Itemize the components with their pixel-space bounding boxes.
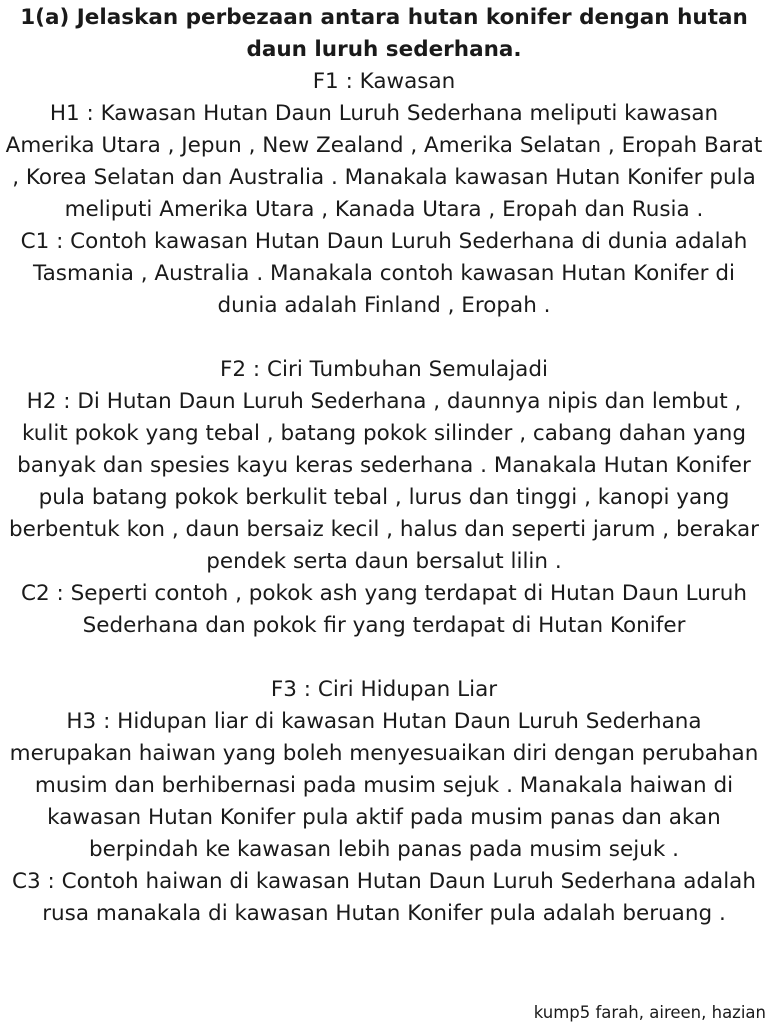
section-heading: F3 : Ciri Hidupan Liar [270,677,498,702]
section-example: C1 : Contoh kawasan Hutan Daun Luruh Sederhana di dunia adalah Tasmania , Australia . Manakala contoh kawasan Hutan Konifer di dunia adalah Finland , Eropah . [20,229,748,318]
section-explanation: H3 : Hidupan liar di kawasan Hutan Daun Luruh Sederhana merupakan haiwan yang boleh menyesuaikan diri dengan perubahan musim dan berhibernasi pada musim sejuk . Manakala haiwan di kawasan Hutan Konifer pula aktif pada musim panas dan akan berpindah ke kawasan lebih panas pada musim sejuk . [9,709,759,862]
author-credit: kump5 farah, aireen, hazian [533,1003,766,1022]
question-title: 1(a) Jelaskan perbezaan antara hutan konifer dengan hutan daun luruh sederhana. [20,5,748,62]
section-kawasan [0,66,768,322]
section-heading: F1 : Kawasan [312,69,456,94]
section-ciri-tumbuhan [0,354,768,642]
section-spacer [0,322,768,354]
section-explanation: H1 : Kawasan Hutan Daun Luruh Sederhana meliputi kawasan Amerika Utara , Jepun , New Zealand , Amerika Selatan , Eropah Barat , Korea Selatan dan Australia . Manakala kawasan Hutan Konifer pula meliputi Amerika Utara , Kanada Utara , Eropah dan Rusia . [5,101,763,222]
section-ciri-hidupan-liar [0,674,768,930]
section-example: C2 : Seperti contoh , pokok ash yang terdapat di Hutan Daun Luruh Sederhana dan pokok fir yang terdapat di Hutan Konifer [21,581,747,638]
section-spacer [0,642,768,674]
section-example: C3 : Contoh haiwan di kawasan Hutan Daun Luruh Sederhana adalah rusa manakala di kawasan Hutan Konifer pula adalah beruang . [12,869,756,926]
section-heading: F2 : Ciri Tumbuhan Semulajadi [220,357,548,382]
section-explanation: H2 : Di Hutan Daun Luruh Sederhana , daunnya nipis dan lembut , kulit pokok yang tebal , batang pokok silinder , cabang dahan yang banyak dan spesies kayu keras sederhana . Manakala Hutan Konifer pula batang pokok berkulit tebal , lurus dan tinggi , kanopi yang berbentuk kon , daun bersaiz kecil , halus dan seperti jarum , berakar pendek serta daun bersalut lilin . [9,389,759,574]
